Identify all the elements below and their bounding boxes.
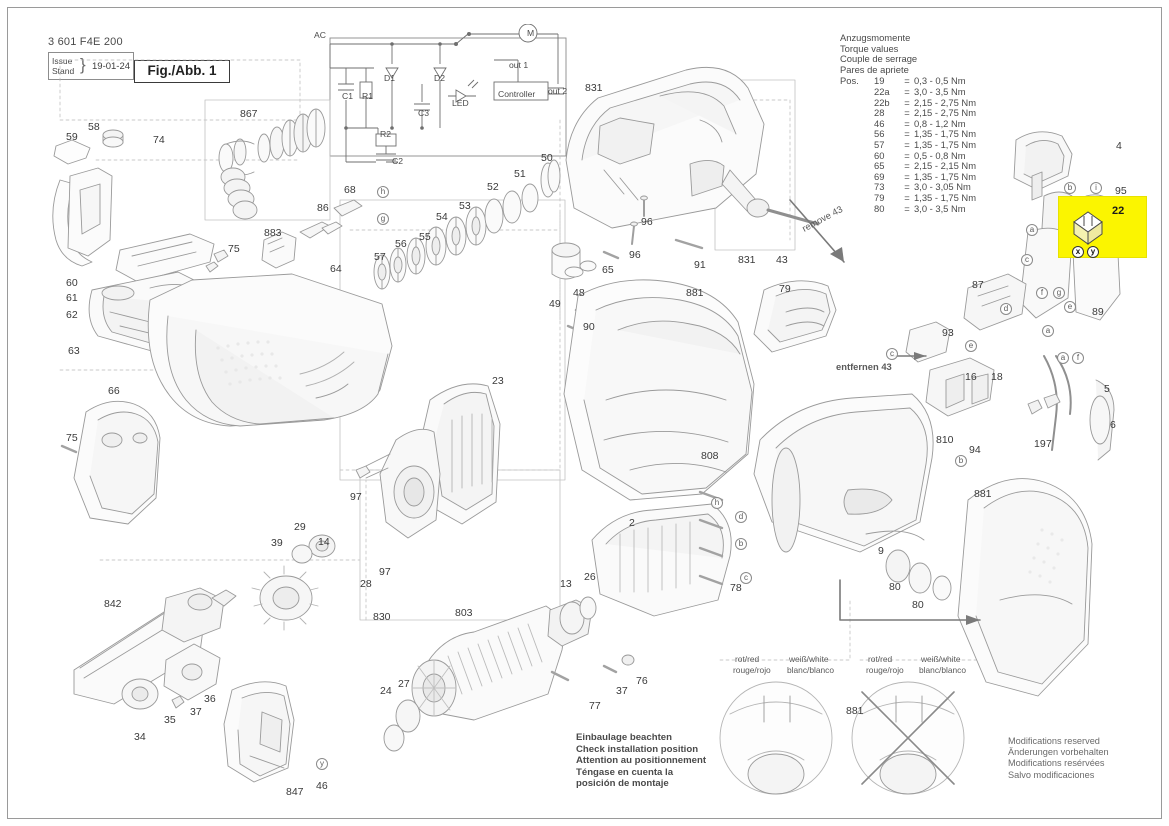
note-modifications xyxy=(1008,736,1109,781)
wire-color-label: rot/red xyxy=(735,654,760,664)
part-callout-96[interactable]: 96 xyxy=(629,249,641,261)
part-callout-86[interactable]: 86 xyxy=(317,202,329,214)
letter-marker-y: y xyxy=(1087,246,1099,258)
torque-heading-en: Torque values xyxy=(840,42,899,54)
torque-value: 2,15 - 2,75 Nm xyxy=(914,107,977,119)
part-callout-56[interactable]: 56 xyxy=(395,238,407,250)
note-entfernen-43: entfernen 43 xyxy=(836,361,892,372)
part-callout-59[interactable]: 59 xyxy=(66,131,78,143)
letter-marker-e: e xyxy=(965,340,977,352)
part-callout-34[interactable]: 34 xyxy=(134,731,146,743)
note-mods-fr: Modifications resérvées xyxy=(1008,758,1105,769)
torque-equals: = xyxy=(904,191,910,203)
part-callout-867[interactable]: 867 xyxy=(240,108,258,120)
schematic-label: C3 xyxy=(418,108,429,118)
part-callout-80[interactable]: 80 xyxy=(889,581,901,593)
issue-label: Issue xyxy=(52,56,73,66)
torque-value: 2,15 - 2,75 Nm xyxy=(914,96,977,108)
wire-color-label: rouge/rojo xyxy=(733,665,771,675)
part-callout-4[interactable]: 4 xyxy=(1116,140,1122,152)
part-callout-55[interactable]: 55 xyxy=(419,231,431,243)
letter-marker-c: c xyxy=(886,348,898,360)
note-mods-en: Modifications reserved xyxy=(1008,736,1100,746)
schematic-label: out 1 xyxy=(509,60,529,70)
part-callout-53[interactable]: 53 xyxy=(459,200,471,212)
letter-marker-a: a xyxy=(1057,352,1069,364)
letter-marker-e: e xyxy=(1064,301,1076,313)
part-callout-9[interactable]: 9 xyxy=(878,545,884,557)
torque-value: 1,35 - 1,75 Nm xyxy=(914,138,977,150)
part-callout-77[interactable]: 77 xyxy=(589,700,601,712)
torque-value: 0,3 - 0,5 Nm xyxy=(914,75,966,87)
torque-heading-fr: Couple de serrage xyxy=(840,53,918,65)
torque-pos: 56 xyxy=(874,128,885,140)
note-mods-es: Salvo modificaciones xyxy=(1008,769,1095,780)
part-callout-75[interactable]: 75 xyxy=(66,432,78,444)
torque-heading-es: Pares de apriete xyxy=(840,63,909,75)
wire-color-label: weiß/white xyxy=(921,654,961,664)
part-callout-842[interactable]: 842 xyxy=(104,598,122,610)
schematic-label: D1 xyxy=(384,73,395,83)
torque-equals: = xyxy=(904,181,910,193)
letter-marker-b: b xyxy=(735,538,747,550)
wire-color-label: weiß/white xyxy=(789,654,829,664)
letter-marker-b: b xyxy=(955,455,967,467)
drawing-number: 3 601 F4E 200 xyxy=(48,36,123,48)
part-callout-810[interactable]: 810 xyxy=(936,434,954,446)
schematic-label: D2 xyxy=(434,73,445,83)
torque-value: 3,0 - 3,05 Nm xyxy=(914,181,971,193)
torque-equals: = xyxy=(904,138,910,150)
part-callout-831[interactable]: 831 xyxy=(585,82,603,94)
torque-equals: = xyxy=(904,85,910,97)
part-callout-16[interactable]: 16 xyxy=(965,371,977,383)
part-callout-62[interactable]: 62 xyxy=(66,309,78,321)
torque-equals: = xyxy=(904,96,910,108)
letter-marker-c: c xyxy=(1021,254,1033,266)
part-callout-18[interactable]: 18 xyxy=(991,371,1003,383)
torque-equals: = xyxy=(904,128,910,140)
part-callout-39[interactable]: 39 xyxy=(271,537,283,549)
torque-pos-header: Pos. xyxy=(840,75,859,87)
part-callout-14[interactable]: 14 xyxy=(318,536,330,548)
part-callout-61[interactable]: 61 xyxy=(66,292,78,304)
part-callout-43[interactable]: 43 xyxy=(776,254,788,266)
note-install-fr: Attention au positionnement xyxy=(576,755,707,767)
note-install-es-2: posición de montaje xyxy=(576,778,669,790)
torque-value: 1,35 - 1,75 Nm xyxy=(914,170,977,182)
letter-marker-d: d xyxy=(1000,303,1012,315)
part-callout-63[interactable]: 63 xyxy=(68,345,80,357)
letter-marker-c: c xyxy=(740,572,752,584)
torque-equals: = xyxy=(904,117,910,129)
letter-marker-f: f xyxy=(1036,287,1048,299)
schematic-label: M xyxy=(527,28,535,38)
schematic-label: Controller xyxy=(498,89,536,99)
torque-pos: 22a xyxy=(874,85,890,97)
note-install-de: Einbaulage beachten xyxy=(576,732,672,743)
wire-color-label: rot/red xyxy=(868,654,893,664)
part-callout-881[interactable]: 881 xyxy=(974,488,992,500)
part-callout-5[interactable]: 5 xyxy=(1104,383,1110,395)
part-callout-883[interactable]: 883 xyxy=(264,227,282,239)
part-callout-96[interactable]: 96 xyxy=(641,216,653,228)
highlight-part-sketch xyxy=(1066,204,1112,250)
part-callout-881[interactable]: 881 xyxy=(686,287,704,299)
part-callout-36[interactable]: 36 xyxy=(204,693,216,705)
torque-value: 0,8 - 1,2 Nm xyxy=(914,117,966,129)
part-callout-27[interactable]: 27 xyxy=(398,678,410,690)
letter-marker-g: g xyxy=(1053,287,1065,299)
torque-pos: 19 xyxy=(874,75,885,87)
letter-marker-g: g xyxy=(377,213,389,225)
torque-pos: 22b xyxy=(874,96,890,108)
part-callout-830[interactable]: 830 xyxy=(373,611,391,623)
torque-pos: 80 xyxy=(874,202,885,214)
letter-marker-d: d xyxy=(735,511,747,523)
letter-marker-h: h xyxy=(377,186,389,198)
schematic-label: out 2 xyxy=(548,86,568,96)
schematic-label: LED xyxy=(452,98,469,108)
part-callout-65[interactable]: 65 xyxy=(602,264,614,276)
part-callout-29[interactable]: 29 xyxy=(294,521,306,533)
torque-value: 3,0 - 3,5 Nm xyxy=(914,85,966,97)
part-callout-87[interactable]: 87 xyxy=(972,279,984,291)
issue-date: 19-01-24 xyxy=(92,61,131,72)
part-callout-50[interactable]: 50 xyxy=(541,152,553,164)
torque-pos: 65 xyxy=(874,160,885,172)
part-callout-7[interactable]: 7 xyxy=(1046,438,1052,450)
torque-pos: 79 xyxy=(874,191,885,203)
letter-marker-b: b xyxy=(1064,182,1076,194)
torque-value: 3,0 - 3,5 Nm xyxy=(914,202,966,214)
torque-equals: = xyxy=(904,160,910,172)
part-callout-90[interactable]: 90 xyxy=(583,321,595,333)
part-callout-24[interactable]: 24 xyxy=(380,685,392,697)
torque-pos: 57 xyxy=(874,138,885,150)
part-callout-78[interactable]: 78 xyxy=(730,582,742,594)
torque-value: 1,35 - 1,75 Nm xyxy=(914,191,977,203)
part-callout-79[interactable]: 79 xyxy=(779,283,791,295)
torque-value: 1,35 - 1,75 Nm xyxy=(914,128,977,140)
part-callout-95[interactable]: 95 xyxy=(1115,185,1127,197)
part-callout-52[interactable]: 52 xyxy=(487,181,499,193)
part-callout-19[interactable]: 19 xyxy=(1034,438,1046,450)
part-callout-93[interactable]: 93 xyxy=(942,327,954,339)
wire-color-label: rouge/rojo xyxy=(866,665,904,675)
stand-label: Stand xyxy=(52,65,75,76)
part-callout-49[interactable]: 49 xyxy=(549,298,561,310)
schematic-label: C1 xyxy=(342,91,353,101)
part-callout-6[interactable]: 6 xyxy=(1110,419,1116,431)
note-install-en: Check installation position xyxy=(576,743,699,755)
schematic-label: R1 xyxy=(362,91,373,101)
torque-pos: 69 xyxy=(874,170,885,182)
part-callout-803[interactable]: 803 xyxy=(455,607,473,619)
letter-marker-a: a xyxy=(1042,325,1054,337)
note-mods-de: Änderungen vorbehalten xyxy=(1008,747,1109,758)
note-install-es-1: Téngase en cuenta la xyxy=(576,766,674,778)
part-callout-48[interactable]: 48 xyxy=(573,287,585,299)
note-installation-position xyxy=(576,732,706,790)
schematic-label: AC xyxy=(314,30,326,40)
torque-equals: = xyxy=(904,75,910,87)
part-callout-831[interactable]: 831 xyxy=(738,254,756,266)
part-callout-26[interactable]: 26 xyxy=(584,571,596,583)
part-callout-74[interactable]: 74 xyxy=(153,134,165,146)
brace-glyph: } xyxy=(80,55,86,74)
torque-value: 0,5 - 0,8 Nm xyxy=(914,149,966,161)
part-callout-881[interactable]: 881 xyxy=(846,705,864,717)
highlight-part-number: 22 xyxy=(1112,205,1125,217)
wire-color-label: blanc/blanco xyxy=(919,665,967,675)
part-callout-66[interactable]: 66 xyxy=(108,385,120,397)
torque-pos: 28 xyxy=(874,107,885,119)
part-callout-91[interactable]: 91 xyxy=(694,259,706,271)
torque-pos: 46 xyxy=(874,117,885,129)
schematic-label: C2 xyxy=(392,156,403,166)
part-callout-76[interactable]: 76 xyxy=(636,675,648,687)
letter-marker-f: f xyxy=(1072,352,1084,364)
torque-pos: 73 xyxy=(874,181,885,193)
part-callout-37[interactable]: 37 xyxy=(616,685,628,697)
part-callout-808[interactable]: 808 xyxy=(701,450,719,462)
part-callout-23[interactable]: 23 xyxy=(492,375,504,387)
part-callout-13[interactable]: 13 xyxy=(560,578,572,590)
part-callout-89[interactable]: 89 xyxy=(1092,306,1104,318)
part-callout-64[interactable]: 64 xyxy=(330,263,342,275)
torque-pos: 60 xyxy=(874,149,885,161)
torque-equals: = xyxy=(904,170,910,182)
part-callout-847[interactable]: 847 xyxy=(286,786,304,798)
part-callout-75[interactable]: 75 xyxy=(228,243,240,255)
torque-heading-de: Anzugsmomente xyxy=(840,32,911,43)
letter-marker-h: h xyxy=(711,497,723,509)
torque-equals: = xyxy=(904,202,910,214)
part-callout-37[interactable]: 37 xyxy=(190,706,202,718)
part-callout-97[interactable]: 97 xyxy=(350,491,362,503)
letter-marker-y: y xyxy=(316,758,328,770)
part-callout-94[interactable]: 94 xyxy=(969,444,981,456)
part-callout-35[interactable]: 35 xyxy=(164,714,176,726)
part-callout-2[interactable]: 2 xyxy=(629,517,635,529)
schematic-label: R2 xyxy=(380,129,391,139)
part-callout-68[interactable]: 68 xyxy=(344,184,356,196)
figure-label: Fig./Abb. 1 xyxy=(134,60,230,83)
part-callout-57[interactable]: 57 xyxy=(374,251,386,263)
torque-equals: = xyxy=(904,149,910,161)
part-callout-58[interactable]: 58 xyxy=(88,121,100,133)
part-callout-97[interactable]: 97 xyxy=(379,566,391,578)
note-remove-43: remove 43 xyxy=(800,203,845,234)
part-callout-28[interactable]: 28 xyxy=(360,578,372,590)
letter-marker-x: x xyxy=(1072,246,1084,258)
letter-marker-a: a xyxy=(1026,224,1038,236)
part-callout-60[interactable]: 60 xyxy=(66,277,78,289)
part-callout-80[interactable]: 80 xyxy=(912,599,924,611)
wire-color-label: blanc/blanco xyxy=(787,665,835,675)
torque-value: 2,15 - 2,15 Nm xyxy=(914,160,977,172)
torque-equals: = xyxy=(904,107,910,119)
letter-marker-i: i xyxy=(1090,182,1102,194)
part-callout-46[interactable]: 46 xyxy=(316,780,328,792)
part-callout-54[interactable]: 54 xyxy=(436,211,448,223)
part-callout-51[interactable]: 51 xyxy=(514,168,526,180)
